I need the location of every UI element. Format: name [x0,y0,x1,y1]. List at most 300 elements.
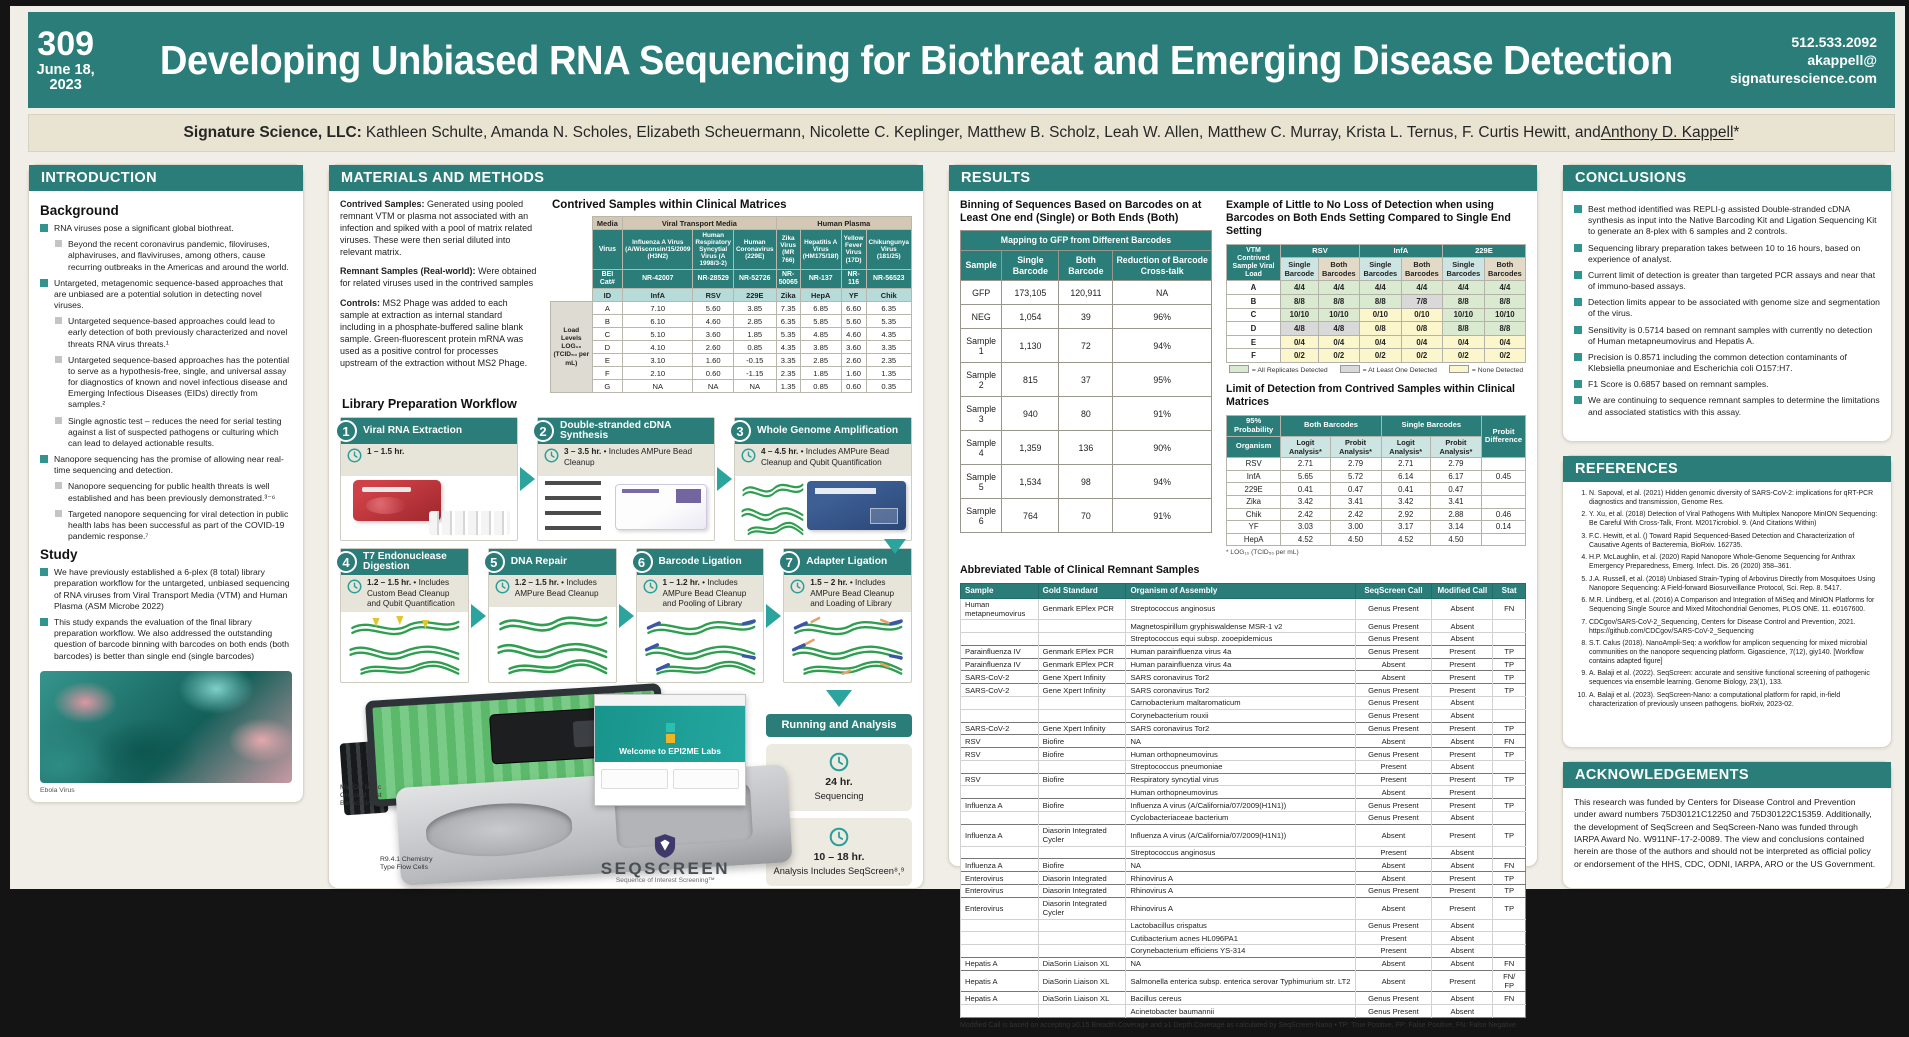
table-cell: Zika [776,289,800,302]
step-title: Viral RNA Extraction [363,424,463,436]
seqscreen-tagline: Sequence of Interest Screening™ [615,876,715,884]
table-row [961,1005,1526,1018]
table-cell: 0/10 [1401,308,1442,322]
authors-bar [28,114,1895,152]
epi2me-welcome-text: Welcome to EPI2ME Labs [619,745,721,756]
table-cell: 4/4 [1484,281,1525,295]
table-cell [1493,945,1526,958]
table-cell: 3.14 [1430,521,1481,534]
table-cell: 4.35 [776,341,800,354]
table-cell: 0/4 [1359,335,1401,349]
table-cell: Absent [1432,945,1493,958]
table-cell: Present [1355,932,1432,945]
step-duration [784,575,911,612]
methods-section [328,164,924,889]
table-cell: 2.92 [1381,508,1430,521]
table-cell: SARS-CoV-2 [961,722,1039,735]
table-cell: 5.85 [800,315,841,328]
bullet-item [55,355,292,411]
table-cell: F [592,367,623,380]
minion-device-figure [340,690,756,886]
binning-title: Binning of Sequences Based on Barcodes on at Least One end (Single) or Both Ends (Both) [960,199,1202,225]
table-cell [1038,932,1126,945]
step-duration [735,444,911,476]
table-cell: Both Barcodes [1484,258,1525,281]
bullet-square-icon [1574,353,1582,361]
table-cell: 5.60 [841,315,866,328]
poster-date: June 18, 2023 [36,61,95,93]
table-cell: 7.35 [776,302,800,315]
bullet-text: Untargeted sequence-based approaches could lead to early detection of both previously characterized and novel threats RNA virus threats.¹ [68,316,288,349]
bullet-square-icon [40,224,48,232]
bullet-square-icon [1574,271,1582,279]
table-cell: 4.50 [1430,533,1481,546]
table-cell: 72 [1059,329,1113,363]
table-cell: TP [1493,684,1526,697]
table-row [961,697,1526,710]
table-cell: TP [1493,722,1526,735]
table-cell: HepA [800,289,841,302]
run-label: Sequencing [814,791,864,802]
table-cell: NR-42007 [623,269,693,288]
step-duration-text: 3 – 3.5 hr. • Includes AMPure Bead Cleanup [564,447,693,467]
table-cell: Absent [1432,697,1493,710]
table-cell: Human parainfluenza virus 4a [1126,658,1355,671]
table-cell: E [1227,335,1281,349]
step-number: 3 [729,420,751,442]
table-cell: E [592,354,623,367]
table-cell: 0.85 [800,380,841,393]
table-cell [961,919,1039,932]
table-cell: Influenza A [961,859,1039,872]
table-cell: 8/8 [1484,295,1525,309]
device-label-basecalling: MinION Mk1c Onboard Fast Basecalling [340,783,382,808]
run-label: Analysis Includes SeqScreen⁸,⁹ [773,865,905,876]
table-cell: Single Barcode [1281,258,1319,281]
table-cell: Biofire [1038,799,1126,812]
references-header: REFERENCES [1563,456,1891,482]
table-cell: 1.60 [841,367,866,380]
arrow-right-icon [766,604,781,628]
table-row [1227,322,1526,336]
table-cell: FN [1493,957,1526,970]
table-cell: 3.03 [1281,521,1330,534]
table-cell: 6.85 [800,302,841,315]
table-cell: 2.35 [866,354,911,367]
table-cell: 4.52 [1381,533,1430,546]
table-cell: Enterovirus [961,872,1039,885]
ebola-virus-image [40,671,292,783]
bullet-text: Beyond the recent coronavirus pandemic, filoviruses, alphaviruses, and flaviviruses, among others, cause recurring outbreaks in the Americas and around the world. [68,239,289,272]
table-cell: Probit Analysis* [1330,436,1381,458]
table-cell: Absent [1432,812,1493,825]
binning-block [960,199,1212,556]
epi2me-card [673,769,740,789]
table-cell: Present [1432,786,1493,799]
table-cell: Absent [1355,970,1432,992]
table-cell: 70 [1059,499,1113,533]
epi2me-content [595,762,745,796]
table-cell: 6.35 [776,315,800,328]
table-cell: 2.79 [1330,458,1381,471]
results-header: RESULTS [949,165,1537,191]
step-header [341,418,517,444]
table-cell: FN [1493,992,1526,1005]
example-title: Example of Little to No Loss of Detection when using Barcodes on Both Ends Setting Compared to Single End Setting [1226,199,1511,238]
table-cell: 2.60 [841,354,866,367]
table-cell: Reduction of Barcode Cross-talk [1113,251,1212,281]
table-cell [1493,709,1526,722]
table-cell: Biofire [1038,773,1126,786]
table-cell: Present [1432,970,1493,992]
step-duration-text: 1.2 – 1.5 hr. • Includes AMPure Bead Cleanup [514,578,599,598]
table-cell: Both Barcodes [1281,415,1381,436]
table-cell: NR-50065 [776,269,800,288]
table-cell: Parainfluenza IV [961,645,1039,658]
table-row [551,315,912,328]
table-row [1227,335,1526,349]
table-cell [1038,846,1126,859]
methods-body [329,191,923,894]
table-cell: Absent [1355,658,1432,671]
table-cell: Logit Analysis* [1281,436,1330,458]
table-cell: 0.41 [1281,483,1330,496]
clock-icon [347,448,362,463]
table-cell: 4.10 [623,341,693,354]
table-cell: Biofire [1038,735,1126,748]
table-cell: Both Barcode [1059,251,1113,281]
table-row [961,363,1212,397]
poster-columns [28,164,1895,1029]
bullet-item [55,509,292,543]
table-row [551,269,912,288]
table-cell: ID [592,289,623,302]
table-cell: 2.88 [1430,508,1481,521]
table-cell: 6.14 [1381,470,1430,483]
table-cell: 8/8 [1442,295,1484,309]
acknowledgements-section [1562,761,1892,889]
bullet-square-icon [40,568,48,576]
table-cell: 10/10 [1442,308,1484,322]
arrow-right-icon [717,467,732,491]
table-cell: 80 [1059,397,1113,431]
table-cell [961,786,1039,799]
table-cell: 0.45 [1482,470,1526,483]
table-cell: 0.60 [841,380,866,393]
table-cell: 8/8 [1442,322,1484,336]
step-illustration [341,476,517,540]
methods-bottom [340,690,912,886]
table-cell: Probit Difference [1482,415,1526,458]
bullet-item [1574,243,1880,265]
table-cell: TP [1493,645,1526,658]
table-row [551,217,912,230]
affiliation: Signature Science, LLC: [183,124,362,141]
table-cell: F [1227,349,1281,363]
table-cell: 90% [1113,431,1212,465]
table-cell: 4.35 [866,328,911,341]
reference-item: 5. J.A. Russell, et al. (2018) Unbiased Strain-Typing of Arbovirus Directly from Mosquitoes Using Nanopore Sequencing: A Field-forward Biosurveillance Protocol, Sci. Rep. 8. 5417. [1589,576,1880,594]
table-cell [1038,919,1126,932]
table-cell: Hepatis A [961,957,1039,970]
bullet-text: Sequencing library preparation takes between 10 to 16 hours, based on experience of analyst. [1588,242,1861,264]
table-cell: Single Barcode [1002,251,1059,281]
table-cell [1038,812,1126,825]
table-cell: YF [1227,521,1281,534]
bullet-item [55,416,292,450]
clock-icon [544,448,559,463]
table-cell [1493,1005,1526,1018]
step-illustration [538,476,714,540]
table-row [961,945,1526,958]
table-cell: SARS coronavirus Tor2 [1126,684,1355,697]
table-cell: Viral Transport Media [623,217,776,230]
table-cell: TP [1493,799,1526,812]
step-title: T7 Endonuclease Digestion [363,550,447,573]
table-row [1227,281,1526,295]
clock-icon [790,579,805,594]
binning-table [960,230,1212,533]
table-cell: 0.35 [866,380,911,393]
epi2me-logo-icon [666,734,675,743]
table-cell: Present [1432,872,1493,885]
step-duration-text: 1.5 – 2 hr. • Includes AMPure Bead Cleanup and Loading of Library [810,578,894,608]
table-cell: NA [1126,859,1355,872]
table-cell: Human parainfluenza virus 4a [1126,645,1355,658]
table-cell: Genus Present [1355,919,1432,932]
table-cell: Absent [1432,1005,1493,1018]
table-cell: Genus Present [1355,1005,1432,1018]
table-cell: 7/8 [1401,295,1442,309]
table-cell: Both Barcodes [1318,258,1359,281]
table-cell: Sample 4 [961,431,1002,465]
table-cell: 4/8 [1318,322,1359,336]
bullet-square-icon [1574,205,1582,213]
table-cell: Single Barcodes [1359,258,1401,281]
table-cell: -0.15 [733,354,776,367]
table-cell: 2.71 [1281,458,1330,471]
cdna-kit-image [615,484,707,530]
table-row [961,992,1526,1005]
table-cell: Present [1355,945,1432,958]
clock-icon [643,579,658,594]
intro-column [28,164,304,803]
table-cell: Diasorin Integrated Cycler [1038,897,1126,919]
table-cell: Hepatis A [961,970,1039,992]
legend-swatch-icon [1229,365,1249,373]
bullet-text: Sensitivity is 0.5714 based on remnant samples with currently no detection of Human metapneumovirus and Hepatis A. [1588,324,1873,346]
table-cell: Gold Standard [1038,583,1126,598]
table-row [961,957,1526,970]
table-cell: 1.35 [776,380,800,393]
table-cell: 3.35 [866,341,911,354]
table-cell: Enterovirus [961,897,1039,919]
step-duration-text: 1 – 1.2 hr. • Includes AMPure Bead Cleanup and Pooling of Library [662,578,747,608]
bullet-item [55,239,292,273]
table-cell: Rhinovirus A [1126,872,1355,885]
table-cell: Streptococcus pneumoniae [1126,760,1355,773]
table-cell: 0/2 [1401,349,1442,363]
arrow-right-icon [619,604,634,628]
table-cell: 4.85 [800,328,841,341]
table-row [961,684,1526,697]
table-cell: Genus Present [1355,684,1432,697]
table-cell: 4/4 [1442,281,1484,295]
table-cell: 5.35 [776,328,800,341]
detection-legend [1226,365,1526,374]
table-row [1227,295,1526,309]
table-cell: Chikungunya Virus (181/25) [866,230,911,270]
table-row [961,859,1526,872]
table-cell: 5.72 [1330,470,1381,483]
step-title: DNA Repair [510,555,567,567]
table-cell: 91% [1113,397,1212,431]
bullet-square-icon [55,417,62,424]
table-cell: 1,534 [1002,465,1059,499]
step-number: 6 [631,551,653,573]
bullet-item [40,223,292,234]
bullet-square-icon [55,240,62,247]
table-cell: 3.41 [1430,495,1481,508]
step-illustration [489,607,616,681]
table-row [551,289,912,302]
table-cell [1493,786,1526,799]
table-row [961,431,1212,465]
step-header [489,549,616,575]
reference-item: 8. S.T. Calus (2018). NanoAmpli-Seq: a workflow for amplicon sequencing for mixed microbial communities on the nanopore sequencing platform. Gigascience, 7(12), giy140. [Workflow contains adapted figure] [1589,640,1880,667]
table-cell: 2.85 [800,354,841,367]
table-cell: 5.10 [623,328,693,341]
bullet-item [55,481,292,503]
remnant-footnote: Modified Call is based on accepting ≥0.15 Breadth.Coverage and ≥1 Depth.Coverage as calculated by SeqScreen-Nano • TP: True Positive, FP: False Positive, FN: False Negative [960,1021,1516,1029]
poster [10,6,1905,1029]
epi2me-screenshot [594,694,746,806]
table-cell: Sample 2 [961,363,1002,397]
table-row [1227,415,1526,436]
table-cell: DiaSorin Liaison XL [1038,957,1126,970]
table-cell: 940 [1002,397,1059,431]
table-row [961,970,1526,992]
table-cell: 98 [1059,465,1113,499]
table-cell [961,945,1039,958]
table-cell: B [592,315,623,328]
table-cell: Absent [1432,620,1493,633]
table-cell: Yellow Fever Virus (17D) [841,230,866,270]
paragraph-lead: Contrived Samples: [340,199,425,209]
table-row [961,897,1526,919]
table-cell: 4.50 [1330,533,1381,546]
table-cell: 94% [1113,465,1212,499]
table-cell: 5.35 [866,315,911,328]
table-cell: 0/8 [1359,322,1401,336]
table-row [551,354,912,367]
table-cell: 815 [1002,363,1059,397]
step-header [637,549,764,575]
table-cell: 0/2 [1484,349,1525,363]
run-duration: 24 hr. [825,776,853,789]
step-duration-text: 1 – 1.5 hr. [367,447,405,457]
table-cell [961,620,1039,633]
table-cell: 0.41 [1381,483,1430,496]
methods-top [340,199,912,393]
table-cell: YF [841,289,866,302]
table-row [551,230,912,270]
table-cell: Both Barcodes [1401,258,1442,281]
dna-strands-image [641,616,760,678]
table-row [551,328,912,341]
table-cell [1482,458,1526,471]
table-cell [1493,620,1526,633]
table-cell: NA [693,380,734,393]
table-cell: NA [1126,957,1355,970]
table-cell: HepA [1227,533,1281,546]
table-cell: 3.41 [1330,495,1381,508]
table-cell: Stat [1493,583,1526,598]
table-cell: FN [1493,598,1526,620]
table-cell: 0.60 [693,367,734,380]
bullet-item [1574,204,1880,238]
bullet-text: This study expands the evaluation of the final library preparation workflow. We also addressed the outstanding question of barcode binning with barcodes on both ends (both barcodes) is better than single end (single barcodes) [54,616,290,661]
epi2me-card [601,769,668,789]
references-section [1562,455,1892,748]
table-cell: TP [1493,748,1526,761]
references-list [1574,490,1880,710]
table-cell: Influenza A [961,799,1039,812]
table-row [961,919,1526,932]
table-cell [1038,697,1126,710]
bullet-text: We are continuing to sequence remnant samples to determine the limitations and associated statistics with this assay. [1588,395,1880,417]
step-title: Double-stranded cDNA Synthesis [560,419,672,442]
table-cell: RSV [693,289,734,302]
table-cell: 39 [1059,305,1113,329]
wga-kit-image [807,481,906,530]
table-row [961,305,1212,329]
step-title: Adapter Ligation [806,555,888,567]
table-cell: Genus Present [1355,992,1432,1005]
results-section [948,164,1538,1029]
table-cell: Single Barcodes [1381,415,1481,436]
results-column [948,164,1538,1029]
table-cell: InfA [1227,470,1281,483]
detection-example-table [1226,244,1526,363]
remnant-title: Abbreviated Table of Clinical Remnant Samples [960,564,1200,577]
bullet-item [1574,379,1880,390]
table-cell: 2.42 [1330,508,1381,521]
table-cell: Sample 5 [961,465,1002,499]
table-cell: 2.60 [693,341,734,354]
step-illustration [735,476,911,540]
table-cell [551,217,593,230]
table-cell: NA [1113,281,1212,305]
table-row [961,884,1526,897]
table-cell: Human orthopneumovirus [1126,786,1355,799]
table-cell: NA [1126,735,1355,748]
table-cell: Diasorin Integrated [1038,872,1126,885]
step-illustration [784,612,911,682]
table-row [961,645,1526,658]
table-cell: Carnobacterium maltaromaticum [1126,697,1355,710]
step-duration [341,444,517,476]
table-cell: NA [623,380,693,393]
table-row [961,748,1526,761]
dna-strands-image [345,616,464,678]
table-cell: 1.60 [693,354,734,367]
table-cell: Streptococcus anginosus [1126,598,1355,620]
step-header [735,418,911,444]
table-cell: 10/10 [1318,308,1359,322]
table-row [1227,308,1526,322]
table-cell: Absent [1432,992,1493,1005]
